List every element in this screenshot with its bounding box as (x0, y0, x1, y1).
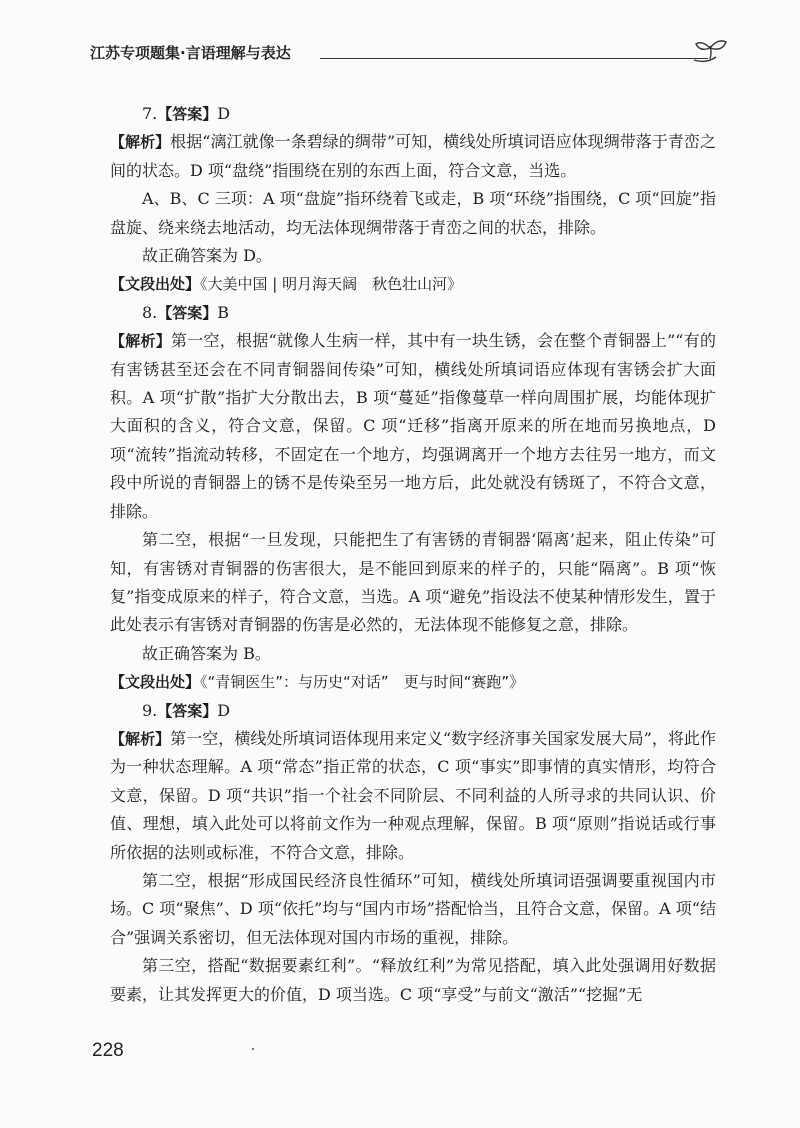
q9-answer-line (110, 697, 716, 725)
page-header (90, 38, 730, 72)
q9-analysis-text-1: 第一空，横线处所填词语体现用来定义“数字经济事关国家发展大局”，将此作为一种状态理解。A 项“常态”指正常的状态，C 项“事实”即事情的真实情形，均符合文意，保留。D 项“共识”指一个社会不同阶层、不同利益的人所寻求的共同认识、价值、理想，填入此处可以将前文作为一种观点理解，保留。B 项“原则”指说话或行事所依据的法则或标准，不符合文意，排除。 (110, 728, 716, 862)
q9-number: 9. (142, 700, 158, 720)
q7-answer-tag: 【答案】 (157, 105, 218, 123)
q8-analysis-text-1: 第一空，根据“就像人生病一样，其中有一块生锈，会在整个青铜器上”“有的有害锈甚至还会在不同青铜器间传染”可知，横线处所填词语应体现有害锈会扩大面积。A 项“扩散”指扩大分散出去，B 项“蔓延”指像蔓草一样向周围扩展，均能体现扩大面积的含义，符合文意，保留。C 项“迁移”指离开原来的所在地而另换地点，D 项“流转”指流动转移，不固定在一个地方，均强调离开一个地方去往另一地方，而文段中所说的青铜器上的锈不是传染至另一地方后，此处就没有锈斑了，不符合文意，排除。 (110, 331, 716, 521)
header-rule (320, 58, 708, 59)
q8-source-line (110, 668, 716, 696)
q7-source-line (110, 270, 716, 298)
q8-answer: B (217, 302, 230, 322)
q9-answer: D (217, 700, 231, 720)
q8-analysis-2: 第二空，根据“一旦发现，只能把生了有害锈的青铜器‘隔离’起来，阻止传染”可知，有害锈对青铜器的伤害很大，是不能回到原来的样子的，只能“隔离”。B 项“恢复”指变成原来的样子，符合文意，当选。A 项“避免”指设法不使某种情形发生，置于此处表示有害锈对青铜器的伤害是必然的，无法体现不能修复之意，排除。 (110, 530, 716, 635)
q9-analysis-3: 第三空，搭配“数据要素红利”。“释放红利”为常见搭配，填入此处强调用好数据要素，让其发挥更大的价值，D 项当选。C 项“享受”与前文“激活”“挖掘”无 (110, 956, 716, 1004)
answer-content (110, 100, 716, 1009)
q7-analysis-2: A、B、C 三项：A 项“盘旋”指环绕着飞或走，B 项“环绕”指围绕，C 项“回旋”指盘旋、绕来绕去地活动，均无法体现绸带落于青峦之间的状态，排除。 (110, 189, 716, 237)
q7-analysis-tag: 【解析】 (110, 133, 171, 152)
q8-analysis-1 (110, 327, 716, 526)
q8-source: 《“青铜医生”：与历史“对话” 更与时间“赛跑”》 (200, 673, 525, 692)
page-number: 228 (92, 1040, 124, 1061)
q7-source: 《大美中国 | 明月海天阔 秋色壮山河》 (200, 275, 463, 294)
q9-answer-tag: 【答案】 (157, 701, 218, 720)
q8-conclusion: 故正确答案为 B。 (142, 643, 271, 663)
header-title: 江苏专项题集·言语理解与表达 (90, 44, 291, 62)
q9-analysis-tag: 【解析】 (110, 729, 171, 748)
q7-conclusion: 故正确答案为 D。 (142, 246, 272, 266)
sprout-icon (690, 38, 730, 72)
q8-answer-line (110, 299, 716, 327)
q7-analysis-1 (110, 128, 716, 185)
q8-number: 8. (142, 302, 158, 322)
q8-answer-tag: 【答案】 (157, 303, 218, 322)
q8-analysis-tag: 【解析】 (110, 332, 172, 351)
q7-source-tag: 【文段出处】 (110, 275, 201, 294)
scan-speck (252, 1048, 254, 1050)
q7-number: 7. (142, 104, 158, 123)
q9-analysis-2: 第二空，根据“形成国民经济良性循环”可知，横线处所填词语强调要重视国内市场。C 项“聚焦”、D 项“依托”均与“国内市场”搭配恰当，且符合文意，保留。A 项“结合”强调关系密切，但无法体现对国内市场的重视，排除。 (110, 870, 716, 947)
q8-source-tag: 【文段出处】 (110, 673, 201, 692)
q9-analysis-1 (110, 725, 716, 867)
q7-answer: D (217, 104, 231, 123)
q7-answer-line (110, 100, 716, 128)
q7-analysis-text-1: 根据“漓江就像一条碧绿的绸带”可知，横线处所填词语应体现绸带落于青峦之间的状态。D 项“盘绕”指围绕在别的东西上面，符合文意，当选。 (110, 132, 716, 180)
